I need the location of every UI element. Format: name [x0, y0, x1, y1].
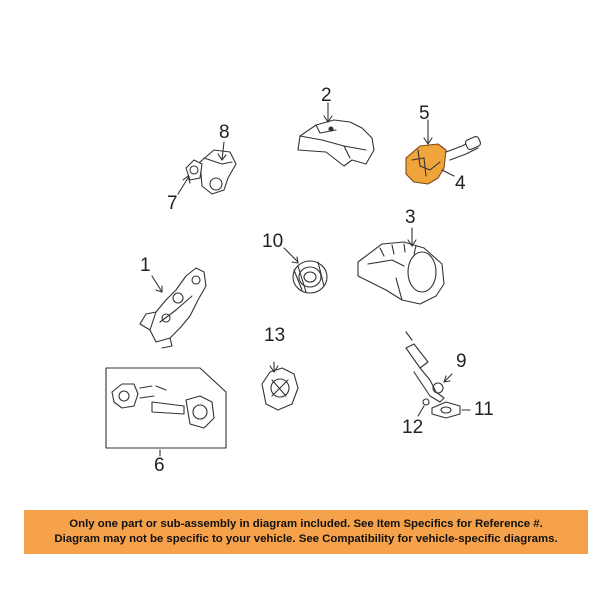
callout-12: 12 — [402, 417, 424, 438]
callout-13: 13 — [264, 325, 286, 346]
callout-10: 10 — [262, 231, 284, 252]
combination-switch-part — [406, 120, 481, 184]
upper-shroud-part — [298, 103, 374, 166]
boot-part — [284, 248, 327, 293]
callout-9: 9 — [456, 351, 467, 372]
disclaimer-line-2: Diagram may not be specific to your vehicle. See Compatibility for vehicle-specific diagrams. — [54, 533, 558, 545]
disclaimer-line-1: Only one part or sub-assembly in diagram included. See Item Specifics for Reference #. — [69, 518, 543, 530]
housing-part — [178, 142, 236, 194]
callout-11: 11 — [474, 399, 494, 420]
lower-shroud-part — [358, 228, 444, 304]
callout-4: 4 — [455, 173, 466, 194]
callout-1: 1 — [140, 255, 151, 276]
callout-2: 2 — [321, 85, 332, 106]
callout-3: 3 — [405, 207, 416, 228]
intermediate-shaft-part — [406, 332, 470, 418]
disclaimer-banner — [24, 510, 588, 554]
callout-6: 6 — [154, 455, 165, 476]
callout-5: 5 — [419, 103, 430, 124]
clockspring-part — [262, 362, 298, 410]
lock-cylinder-kit-part — [106, 368, 226, 456]
column-shaft-part — [140, 268, 206, 348]
callout-8: 8 — [219, 122, 230, 143]
callout-7: 7 — [167, 193, 178, 214]
